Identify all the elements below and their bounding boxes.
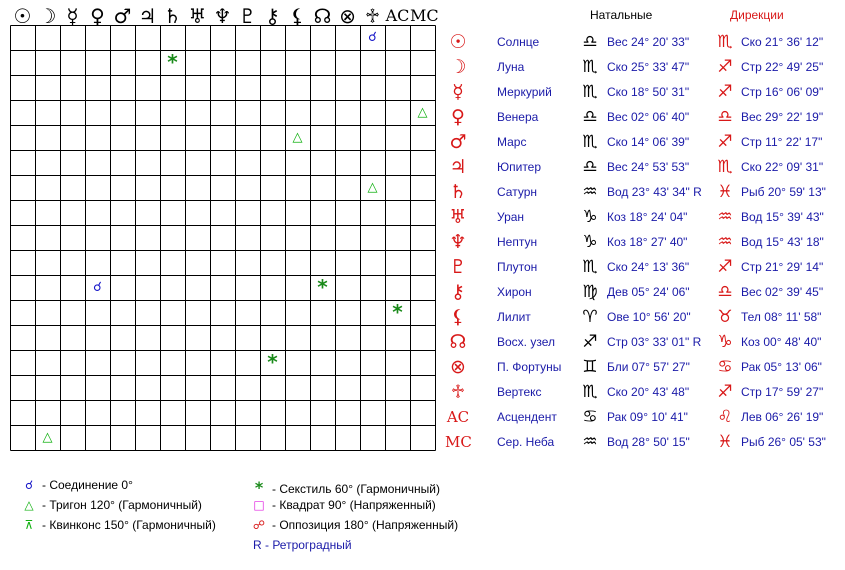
table-row (445, 55, 840, 80)
lilith-icon: ⚸ (290, 4, 305, 28)
natal-position: Ове 10° 56' 20" (607, 310, 691, 324)
natal-sign-icon: ♈ (582, 307, 598, 327)
direction-position: Лев 06° 26' 19" (741, 410, 824, 424)
direction-sign-icon: ♐ (717, 82, 733, 102)
natal-sign-icon: ♒ (582, 432, 598, 452)
direction-position: Стр 22° 49' 25" (741, 60, 824, 74)
neptune-icon: ♆ (213, 4, 232, 28)
legend-sextile-label: - Секстиль 60° (Гармоничный) (272, 482, 440, 496)
direction-position: Рыб 20° 59' 13" (741, 185, 826, 199)
direction-sign-icon: ♓ (717, 182, 733, 202)
planet-name: Вертекс (497, 385, 542, 399)
aspect-trine-marker: △ (292, 130, 303, 145)
planet-icon: ♅ (449, 206, 467, 228)
table-row (445, 180, 840, 205)
table-row (445, 30, 840, 55)
direction-position: Стр 16° 06' 09" (741, 85, 824, 99)
aspect-conj-marker: ☌ (368, 30, 377, 45)
natal-position: Бли 07° 57' 27" (607, 360, 690, 374)
ac-icon: AC (385, 6, 410, 25)
direction-sign-icon: ♏ (717, 32, 733, 52)
natal-sign-icon: ♒ (582, 182, 598, 202)
direction-position: Вес 29° 22' 19" (741, 110, 824, 124)
legend-quincunx-label: - Квинконс 150° (Гармоничный) (42, 518, 216, 532)
planet-name: Сатурн (497, 185, 538, 199)
legend-quincunx (20, 518, 216, 532)
planet-icon: MC (445, 433, 472, 451)
aspect-sext-marker: * (167, 50, 178, 74)
table-row (445, 230, 840, 255)
planet-name: Юпитер (497, 160, 542, 174)
planet-name: Плутон (497, 260, 538, 274)
uranus-icon: ♅ (188, 4, 207, 28)
natal-sign-icon: ♏ (582, 82, 598, 102)
planet-name: Венера (497, 110, 539, 124)
natal-sign-icon: ♋ (582, 407, 598, 427)
planet-icon: ☿ (452, 81, 464, 103)
planet-name: Меркурий (497, 85, 552, 99)
natal-position: Ско 24° 13' 36" (607, 260, 690, 274)
aspect-sext-marker: * (317, 275, 328, 299)
planet-name: Солнце (497, 35, 540, 49)
natal-sign-icon: ♏ (582, 57, 598, 77)
direction-sign-icon: ♏ (717, 157, 733, 177)
direction-sign-icon: ♐ (717, 57, 733, 77)
planet-name: Восх. узел (497, 335, 555, 349)
legend-trine-label: - Тригон 120° (Гармоничный) (42, 498, 202, 512)
legend-trine (20, 498, 202, 512)
planet-name: Асцендент (497, 410, 557, 424)
table-row (445, 405, 840, 430)
aspect-trine-marker: △ (417, 105, 428, 120)
jupiter-icon: ♃ (138, 4, 157, 28)
planet-name: Луна (497, 60, 525, 74)
positions-table (445, 5, 840, 465)
mercury-icon: ☿ (66, 4, 79, 28)
planet-icon: ♆ (449, 231, 467, 253)
planet-icon: ♃ (449, 156, 467, 178)
direction-position: Стр 17° 59' 27" (741, 385, 824, 399)
direction-position: Тел 08° 11' 58" (741, 310, 822, 324)
natal-sign-icon: ♊ (582, 357, 598, 377)
aspect-sext-marker: * (267, 350, 278, 374)
natal-position: Рак 09° 10' 41" (607, 410, 688, 424)
natal-position: Коз 18° 27' 40" (607, 235, 688, 249)
table-row (445, 280, 840, 305)
natal-position: Вод 28° 50' 15" (607, 435, 690, 449)
planet-icon: ♱ (450, 381, 466, 403)
legend-opposition (250, 518, 458, 532)
legend-retrograde-label: R - Ретроградный (253, 538, 352, 552)
planet-icon: ☊ (449, 331, 467, 353)
fortune-icon: ⊗ (339, 4, 356, 28)
planet-name: Нептун (497, 235, 538, 249)
planet-name: Хирон (497, 285, 532, 299)
table-row (445, 380, 840, 405)
natal-sign-icon: ♑ (582, 232, 598, 252)
natal-position: Вес 24° 20' 33" (607, 35, 690, 49)
natal-position: Коз 18° 24' 04" (607, 210, 688, 224)
saturn-icon: ♄ (163, 4, 182, 28)
direction-sign-icon: ♎ (717, 107, 733, 127)
natal-position: Вес 24° 53' 53" (607, 160, 690, 174)
natal-position: Ско 20° 43' 48" (607, 385, 690, 399)
table-row (445, 330, 840, 355)
planet-name: Марс (497, 135, 527, 149)
legend-square-label: - Квадрат 90° (Напряженный) (272, 498, 436, 512)
direction-sign-icon: ♎ (717, 282, 733, 302)
direction-sign-icon: ♐ (717, 132, 733, 152)
quincunx-icon: ⊼ (24, 518, 34, 532)
aspect-conj-marker: ☌ (93, 280, 102, 295)
natal-sign-icon: ♎ (582, 32, 598, 52)
legend-square (250, 498, 436, 512)
natal-sign-icon: ♏ (582, 257, 598, 277)
moon-icon: ☽ (38, 4, 57, 28)
natal-sign-icon: ♐ (582, 332, 598, 352)
square-icon: □ (253, 498, 265, 512)
table-row (445, 80, 840, 105)
direction-position: Вод 15° 39' 43" (741, 210, 824, 224)
planet-name: Лилит (497, 310, 531, 324)
conjunction-icon: ☌ (24, 478, 34, 492)
directions-column-header: Дирекции (730, 8, 784, 22)
natal-sign-icon: ♎ (582, 107, 598, 127)
aspect-sext-marker: * (392, 300, 403, 324)
direction-sign-icon: ♐ (717, 257, 733, 277)
natal-column-header: Натальные (590, 8, 653, 22)
aspect-trine-marker: △ (367, 180, 378, 195)
natal-sign-icon: ♑ (582, 207, 598, 227)
planet-icon: ♀ (451, 106, 465, 128)
natal-position: Вод 23° 43' 34" R (607, 185, 702, 199)
table-row (445, 130, 840, 155)
aspect-trine-marker: △ (42, 430, 53, 445)
direction-position: Ско 21° 36' 12" (741, 35, 824, 49)
planet-icon: ♇ (449, 256, 467, 278)
table-row (445, 305, 840, 330)
natal-position: Стр 03° 33' 01" R (607, 335, 702, 349)
planet-icon: ♄ (449, 181, 467, 203)
legend-opposition-label: - Оппозиция 180° (Напряженный) (272, 518, 459, 532)
direction-sign-icon: ♑ (717, 332, 733, 352)
legend-retrograde (253, 538, 352, 552)
table-row (445, 355, 840, 380)
planet-icon: ☉ (449, 31, 467, 53)
aspect-grid (10, 25, 436, 451)
mars-icon: ♂ (113, 4, 132, 28)
legend-sextile (250, 478, 440, 497)
planet-name: Сер. Неба (497, 435, 555, 449)
chiron-icon: ⚷ (265, 4, 280, 28)
table-row (445, 255, 840, 280)
direction-sign-icon: ♓ (717, 432, 733, 452)
direction-position: Рак 05° 13' 06" (741, 360, 822, 374)
pluto-icon: ♇ (238, 4, 257, 28)
table-row (445, 430, 840, 455)
planet-icon: ⊗ (450, 356, 466, 378)
direction-sign-icon: ♉ (717, 307, 733, 327)
node-icon: ☊ (313, 4, 332, 28)
vertex-icon: ♱ (364, 4, 381, 28)
direction-position: Рыб 26° 05' 53" (741, 435, 826, 449)
planet-icon: ⚷ (451, 281, 465, 303)
planet-name: Уран (497, 210, 525, 224)
natal-position: Вес 02° 06' 40" (607, 110, 690, 124)
opposition-icon: ☍ (252, 518, 266, 532)
planet-name: П. Фортуны (497, 360, 562, 374)
natal-sign-icon: ♍ (582, 282, 598, 302)
planet-icon: ⚸ (451, 306, 465, 328)
natal-sign-icon: ♎ (582, 157, 598, 177)
legend-conjunction-label: - Соединение 0° (42, 478, 133, 492)
mc-icon: MC (410, 6, 439, 25)
direction-position: Вод 15° 43' 18" (741, 235, 824, 249)
direction-position: Стр 11° 22' 17" (741, 135, 823, 149)
table-row (445, 155, 840, 180)
direction-sign-icon: ♋ (717, 357, 733, 377)
sun-icon: ☉ (13, 4, 32, 28)
direction-position: Стр 21° 29' 14" (741, 260, 824, 274)
natal-position: Дев 05° 24' 06" (607, 285, 690, 299)
legend-conjunction (20, 478, 133, 492)
direction-sign-icon: ♌ (717, 407, 733, 427)
natal-position: Ско 14° 06' 39" (607, 135, 690, 149)
direction-position: Коз 00° 48' 40" (741, 335, 822, 349)
natal-position: Ско 18° 50' 31" (607, 85, 690, 99)
planet-icon: ♂ (449, 131, 467, 153)
direction-position: Вес 02° 39' 45" (741, 285, 824, 299)
table-row (445, 105, 840, 130)
venus-icon: ♀ (90, 4, 105, 28)
table-row (445, 205, 840, 230)
direction-sign-icon: ♒ (717, 232, 733, 252)
natal-position: Ско 25° 33' 47" (607, 60, 690, 74)
direction-sign-icon: ♐ (717, 382, 733, 402)
sextile-icon: * (254, 478, 264, 497)
direction-position: Ско 22° 09' 31" (741, 160, 824, 174)
natal-sign-icon: ♏ (582, 132, 598, 152)
trine-icon: △ (24, 498, 34, 512)
planet-icon: ☽ (449, 56, 467, 78)
planet-icon: AC (446, 408, 470, 426)
natal-sign-icon: ♏ (582, 382, 598, 402)
direction-sign-icon: ♒ (717, 207, 733, 227)
